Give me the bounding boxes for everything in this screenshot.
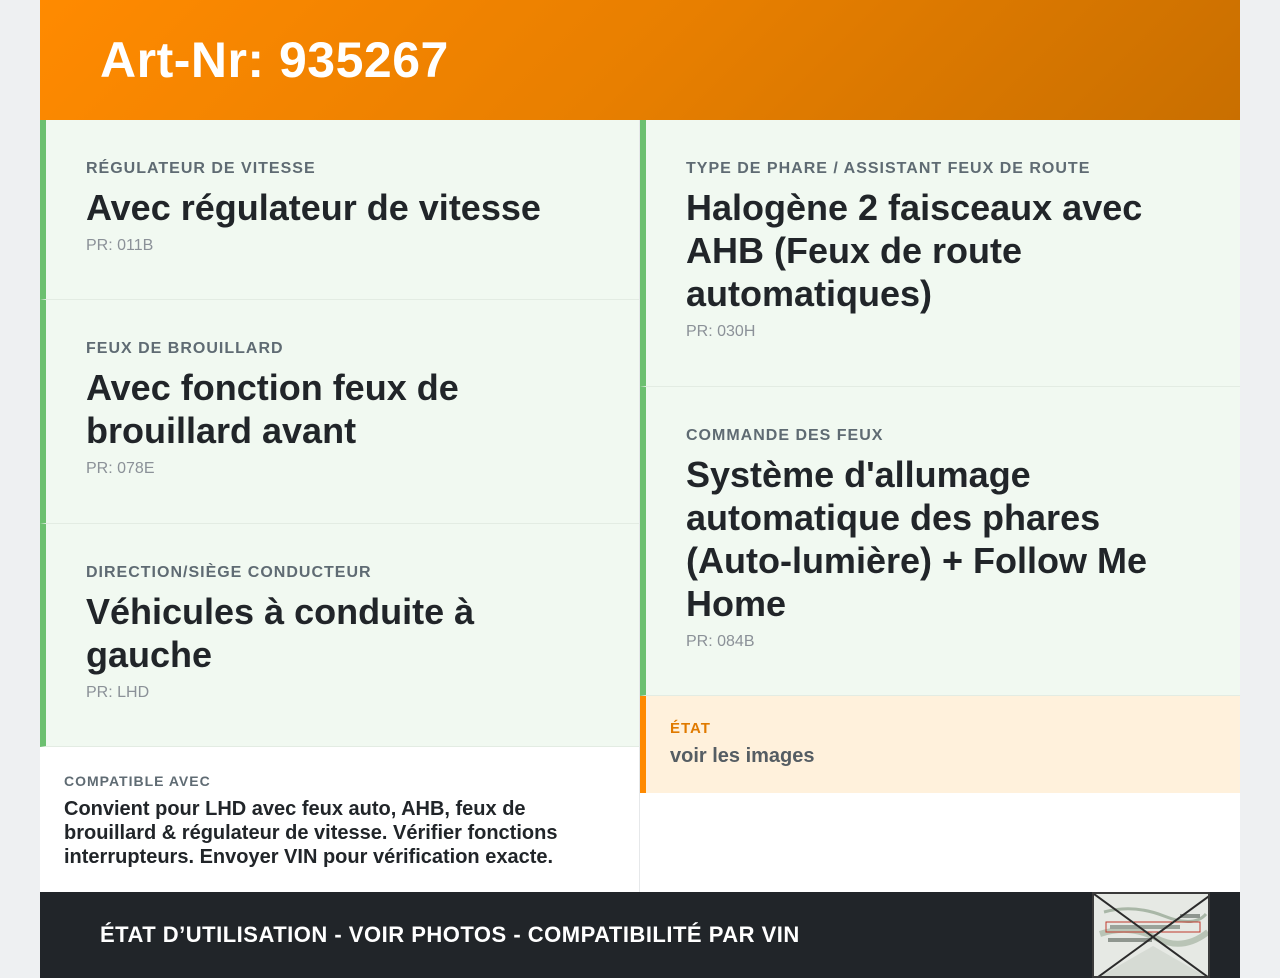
feature-headlight-type xyxy=(640,120,1240,387)
condition-value: voir les images xyxy=(670,745,815,767)
feature-fog-lights xyxy=(40,300,639,524)
feature-label: RÉGULATEUR DE VITESSE xyxy=(86,160,316,177)
feature-pr-code: PR: 078E xyxy=(86,460,155,477)
compatibility-section xyxy=(40,747,639,869)
condition-label: ÉTAT xyxy=(670,720,711,737)
feature-value: Avec fonction feux de brouillard avant xyxy=(86,367,459,451)
feature-label: DIRECTION/SIÈGE CONDUCTEUR xyxy=(86,564,372,581)
feature-value: Avec régulateur de vitesse xyxy=(86,187,541,228)
left-column xyxy=(40,120,640,892)
compatibility-label: COMPATIBLE AVEC xyxy=(64,773,211,789)
feature-label: TYPE DE PHARE / ASSISTANT FEUX DE ROUTE xyxy=(686,160,1091,177)
feature-label: COMMANDE DES FEUX xyxy=(686,427,884,444)
feature-steering-side xyxy=(40,524,639,747)
footer-text: ÉTAT D’UTILISATION - VOIR PHOTOS - COMPATIBILITÉ PAR VIN xyxy=(100,922,800,947)
footer-bar xyxy=(40,892,1240,978)
feature-value: Halogène 2 faisceaux avec AHB (Feux de route automatiques) xyxy=(686,187,1143,314)
label-photo-thumbnail[interactable] xyxy=(1092,892,1210,978)
feature-pr-code: PR: 030H xyxy=(686,323,756,340)
label-photo-image xyxy=(1094,894,1210,978)
feature-cruise-control xyxy=(40,120,639,300)
header-bar xyxy=(40,0,1240,120)
feature-pr-code: PR: LHD xyxy=(86,684,150,701)
product-card xyxy=(40,0,1240,978)
compatibility-text: Convient pour LHD avec feux auto, AHB, feux de brouillard & régulateur de vitesse. Vérifier fonctions interrupteurs. Envoyer VIN pour vérification exacte. xyxy=(64,798,558,868)
feature-value: Système d'allumage automatique des phares (Auto-lumière) + Follow Me Home xyxy=(686,454,1148,624)
feature-light-control xyxy=(640,387,1240,696)
condition-section xyxy=(640,696,1240,793)
article-number-title: Art-Nr: 935267 xyxy=(100,32,449,88)
feature-pr-code: PR: 011B xyxy=(86,237,154,254)
right-column xyxy=(640,120,1240,793)
feature-label: FEUX DE BROUILLARD xyxy=(86,340,284,357)
feature-value: Véhicules à conduite à gauche xyxy=(86,591,475,675)
features-grid xyxy=(40,120,1240,892)
feature-pr-code: PR: 084B xyxy=(686,633,755,650)
